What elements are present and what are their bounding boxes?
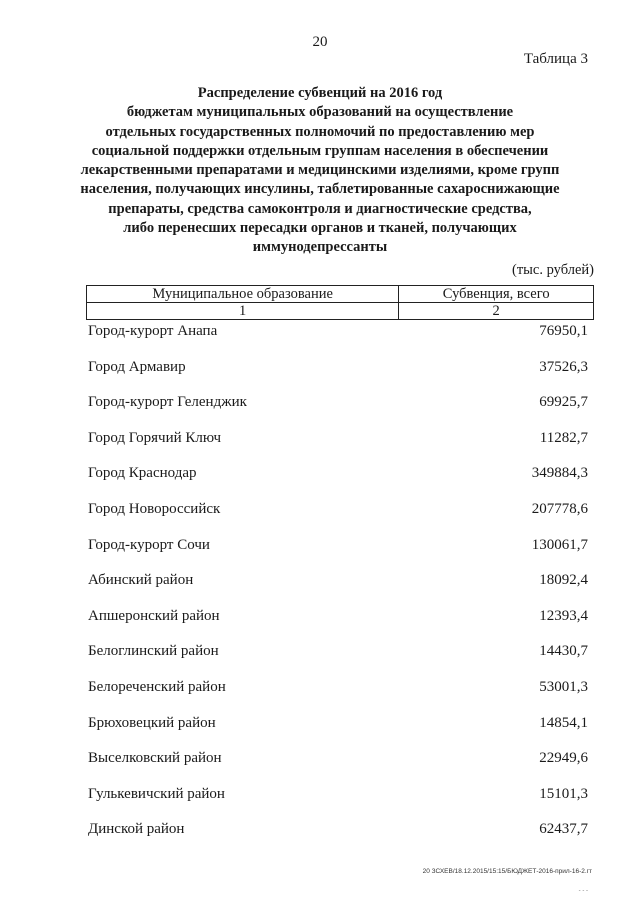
municipality-name: Абинский район xyxy=(88,572,194,589)
table-row xyxy=(86,784,594,804)
subvention-value: 130061,7 xyxy=(531,536,588,553)
document-footer: 20 ЗСХЕВ/18.12.2015/15:15/БЮДЖЕТ-2016-прил-16-2.гт xyxy=(422,868,592,875)
subvention-value: 349884,3 xyxy=(531,465,588,482)
title-line: Распределение субвенций на 2016 год xyxy=(197,85,443,101)
title-line: либо перенесших пересадки органов и тканей, получающих xyxy=(123,220,517,237)
municipality-name: Белоглинский район xyxy=(88,643,219,660)
municipality-name: Город Новороссийск xyxy=(88,501,221,517)
table-header xyxy=(86,285,594,320)
subvention-value: 18092,4 xyxy=(539,572,588,589)
municipality-name: Гулькевичский район xyxy=(88,785,225,802)
municipality-name: Динской район xyxy=(88,821,185,838)
page-number: 20 xyxy=(312,34,328,50)
units-label: (тыс. рублей) xyxy=(512,262,594,278)
header-row xyxy=(87,286,594,303)
municipality-name: Город Горячий Ключ xyxy=(88,429,222,446)
title-line: препараты, средства самоконтроля и диагностические средства, xyxy=(108,200,532,217)
subvention-value: 15101,3 xyxy=(539,785,588,802)
table-row xyxy=(86,570,594,590)
title-line: социальной поддержки отдельным группам населения в обеспечении xyxy=(91,142,549,159)
table-row xyxy=(86,321,594,341)
title-line: лекарственными препаратами и медицинскими изделиями, кроме групп xyxy=(80,162,560,179)
table-row xyxy=(86,713,594,733)
municipality-name: Белореченский район xyxy=(88,679,226,695)
subvention-value: 11282,7 xyxy=(539,429,588,446)
municipality-name: Город-курорт Геленджик xyxy=(88,394,247,411)
municipality-name: Город Армавир xyxy=(88,358,186,375)
table-row xyxy=(86,641,594,661)
municipality-name: Город Краснодар xyxy=(88,465,197,482)
title-line: населения, получающих инсулины, таблетированные сахароснижающие xyxy=(80,181,560,198)
corner-mark: - - - xyxy=(578,888,588,894)
subvention-value: 69925,7 xyxy=(539,394,588,411)
document-title xyxy=(60,84,580,258)
municipality-name: Апшеронский район xyxy=(88,607,220,624)
subvention-value: 37526,3 xyxy=(539,358,588,375)
header-municipality: Муниципальное образование xyxy=(87,286,399,303)
title-line: иммунодепрессанты xyxy=(252,239,388,256)
municipality-name: Выселковский район xyxy=(88,750,222,767)
subvention-value: 53001,3 xyxy=(539,679,588,695)
municipality-name: Город-курорт Анапа xyxy=(88,323,218,339)
subvention-value: 12393,4 xyxy=(539,607,588,624)
table-row xyxy=(86,357,594,377)
title-line: отдельных государственных полномочий по предоставлению мер xyxy=(105,123,535,140)
subvention-value: 207778,6 xyxy=(531,501,588,517)
title-line: бюджетам муниципальных образований на осуществление xyxy=(126,104,514,121)
subvention-value: 76950,1 xyxy=(539,323,588,339)
table-row xyxy=(86,392,594,412)
table-label: Таблица 3 xyxy=(523,51,588,67)
table-row xyxy=(86,499,594,519)
table-row xyxy=(86,535,594,555)
municipality-name: Город-курорт Сочи xyxy=(88,536,210,553)
table-row xyxy=(86,428,594,448)
column-number-1: 1 xyxy=(87,303,399,320)
table-row xyxy=(86,748,594,768)
table-row xyxy=(86,463,594,483)
column-number-2: 2 xyxy=(399,303,594,320)
header-subvention: Субвенция, всего xyxy=(399,286,594,303)
subvention-value: 22949,6 xyxy=(539,750,588,767)
subvention-value: 14854,1 xyxy=(539,714,588,731)
column-number-row xyxy=(87,303,594,320)
table-row xyxy=(86,819,594,839)
table-row xyxy=(86,606,594,626)
subvention-value: 14430,7 xyxy=(539,643,588,660)
table-row xyxy=(86,677,594,697)
subvention-value: 62437,7 xyxy=(539,821,588,838)
municipality-name: Брюховецкий район xyxy=(88,714,216,731)
